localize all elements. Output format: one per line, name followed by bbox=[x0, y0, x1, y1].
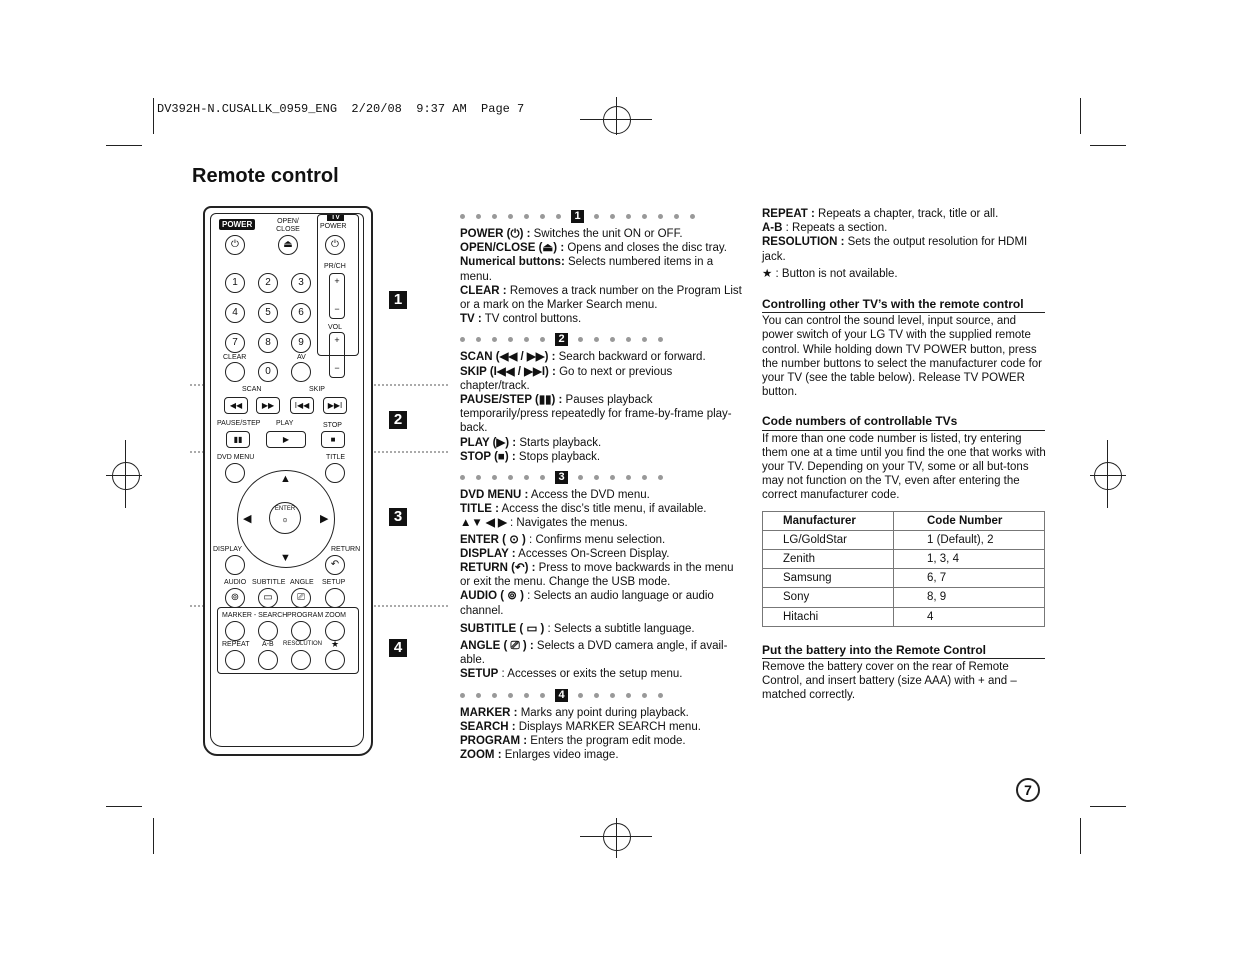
remote-label-setup: SETUP bbox=[322, 579, 346, 586]
dots-right bbox=[578, 693, 663, 698]
paragraph-other-tv: You can control the sound level, input source, and power switch of your LG TV with the supplied remote control. While holding down TV POWER button, press the number buttons to select the manufacturer code for your TV (see the table below). Release TV POWER button. bbox=[762, 315, 1042, 399]
remote-label-title: TITLE bbox=[326, 454, 346, 461]
crop-mark bbox=[1090, 145, 1126, 146]
remote-label-vol: VOL bbox=[328, 324, 343, 331]
table-row: LG/GoldStar 1 (Default), 2 bbox=[763, 530, 1045, 549]
remote-label-stop: STOP bbox=[323, 422, 342, 429]
page-number: 7 bbox=[1016, 778, 1040, 802]
desc-item: DISPLAY : Accesses On-Screen Display. bbox=[460, 547, 670, 560]
crop-mark bbox=[125, 440, 126, 508]
power-button[interactable]: ⏻ bbox=[225, 235, 245, 255]
skip-back-button[interactable]: I◀◀ bbox=[290, 397, 314, 414]
table-row: Zenith 1, 3, 4 bbox=[763, 550, 1045, 569]
desc-item: ▲▼ ◀ ▶ : Navigates the menus. bbox=[460, 517, 628, 530]
clear-button[interactable] bbox=[225, 362, 245, 382]
enter-button[interactable]: ENTER ⊙ bbox=[269, 502, 301, 534]
section-marker-1: 1 bbox=[389, 291, 407, 309]
section-marker-2: 2 bbox=[389, 411, 407, 429]
nav-up-icon[interactable]: ▲ bbox=[280, 473, 291, 485]
section-header-2 bbox=[460, 333, 742, 346]
desc-item: ANGLE ( ⎚ ) : Selects a DVD camera angle, if avail-able. bbox=[460, 640, 728, 667]
crop-mark bbox=[153, 818, 154, 854]
dots-left bbox=[460, 693, 545, 698]
desc-item: PROGRAM : Enters the program edit mode. bbox=[460, 735, 686, 748]
audio-button[interactable]: ⊚ bbox=[225, 588, 245, 608]
nav-down-icon[interactable]: ▼ bbox=[280, 552, 291, 564]
remote-label-av: AV bbox=[297, 354, 306, 361]
section-number: 4 bbox=[555, 689, 568, 702]
table-header: Code Number bbox=[894, 511, 1045, 530]
desc-item: ENTER ( ⊙ ) : Confirms menu selection. bbox=[460, 533, 666, 546]
vol-rocker[interactable]: + − bbox=[329, 332, 345, 378]
remote-label-skip: SKIP bbox=[309, 386, 325, 393]
number-button-3[interactable]: 3 bbox=[291, 273, 311, 293]
crop-mark bbox=[1090, 475, 1126, 476]
star-button[interactable] bbox=[325, 650, 345, 670]
subtitle-button[interactable]: ▭ bbox=[258, 588, 278, 608]
remote-label-program: PROGRAM bbox=[287, 612, 324, 619]
desc-item: CLEAR : Removes a track number on the Program List or a mark on the Marker Search menu. bbox=[460, 284, 742, 312]
nav-left-icon[interactable]: ◀ bbox=[243, 513, 252, 525]
remote-illustration bbox=[203, 206, 373, 756]
repeat-button[interactable] bbox=[225, 650, 245, 670]
display-button[interactable] bbox=[225, 555, 245, 575]
desc-item: RETURN (↶) : Press to move backwards in the menu or exit the menu. Change the USB mode. bbox=[460, 562, 734, 589]
remote-label-ab: A-B bbox=[262, 641, 274, 648]
number-button-4[interactable]: 4 bbox=[225, 303, 245, 323]
table-row: Sony 8, 9 bbox=[763, 588, 1045, 607]
dots-right bbox=[594, 214, 695, 219]
remote-label-audio: AUDIO bbox=[224, 579, 247, 586]
skip-forward-button[interactable]: ▶▶I bbox=[323, 397, 347, 414]
ab-button[interactable] bbox=[258, 650, 278, 670]
av-button[interactable] bbox=[291, 362, 311, 382]
dots-right bbox=[578, 475, 663, 480]
open-close-button[interactable]: ⏏ bbox=[278, 235, 298, 255]
remote-label-power: POWER bbox=[219, 219, 255, 230]
remote-label-angle: ANGLE bbox=[290, 579, 314, 586]
registration-mark-icon bbox=[112, 462, 140, 490]
table-row: Hitachi 4 bbox=[763, 607, 1045, 626]
remote-label-marker-search: MARKER - SEARCH bbox=[222, 612, 288, 619]
desc-item: PLAY (▶) : Starts playback. bbox=[460, 436, 602, 449]
dots-left bbox=[460, 475, 545, 480]
registration-mark-icon bbox=[603, 106, 631, 134]
registration-mark-icon bbox=[1094, 462, 1122, 490]
remote-label-pr-ch: PR/CH bbox=[324, 263, 346, 270]
pause-step-button[interactable]: ▮▮ bbox=[226, 431, 250, 448]
heading-battery: Put the battery into the Remote Control bbox=[762, 643, 1045, 659]
angle-button[interactable]: ⎚ bbox=[291, 588, 311, 608]
pr-ch-rocker[interactable]: + − bbox=[329, 273, 345, 319]
number-button-8[interactable]: 8 bbox=[258, 333, 278, 353]
desc-item: A-B : Repeats a section. bbox=[762, 222, 888, 235]
paragraph-battery: Remove the battery cover on the rear of Remote Control, and insert battery (size AAA) with + and – matched correctly. bbox=[762, 661, 1017, 702]
zoom-button[interactable] bbox=[325, 621, 345, 641]
desc-item: ZOOM : Enlarges video image. bbox=[460, 749, 619, 762]
remote-label-dvd-menu: DVD MENU bbox=[217, 454, 255, 461]
number-button-0[interactable]: 0 bbox=[258, 362, 278, 382]
desc-item: SUBTITLE ( ▭ ) : Selects a subtitle language. bbox=[460, 622, 695, 635]
nav-right-icon[interactable]: ▶ bbox=[320, 513, 329, 525]
column-button-descriptions bbox=[460, 208, 742, 763]
desc-item: AUDIO ( ⊚ ) : Selects an audio language or audio channel. bbox=[460, 590, 714, 617]
scan-back-button[interactable]: ◀◀ bbox=[224, 397, 248, 414]
return-button[interactable]: ↶ bbox=[325, 555, 345, 575]
search-button[interactable] bbox=[258, 621, 278, 641]
remote-label-enter: ENTER bbox=[274, 506, 296, 512]
section-number: 2 bbox=[555, 333, 568, 346]
desc-item: PAUSE/STEP (▮▮) : Pauses playback temporarily/press repeatedly for frame-by-frame play-back. bbox=[460, 394, 732, 435]
dvd-menu-button[interactable] bbox=[225, 463, 245, 483]
dots-left bbox=[460, 214, 561, 219]
remote-label-open-close: OPEN/ CLOSE bbox=[276, 218, 300, 233]
crop-mark bbox=[616, 818, 617, 858]
remote-label-return: RETURN bbox=[331, 546, 361, 553]
crop-mark bbox=[1080, 98, 1081, 134]
crop-mark bbox=[1090, 806, 1126, 807]
desc-item: DVD MENU : Access the DVD menu. bbox=[460, 489, 650, 502]
registration-mark-icon bbox=[603, 823, 631, 851]
number-button-2[interactable]: 2 bbox=[258, 273, 278, 293]
crop-mark bbox=[106, 475, 142, 476]
desc-item: STOP (■) : Stops playback. bbox=[460, 450, 601, 463]
paragraph-code-numbers: If more than one code number is listed, try entering them one at a time until you find the one that works with your TV. Depending on your TV, some or all but-tons may not function on the TV, even after entering the correct manufacturer code. bbox=[762, 432, 1046, 502]
crop-mark bbox=[616, 97, 617, 135]
title-button[interactable] bbox=[325, 463, 345, 483]
stop-button[interactable]: ■ bbox=[321, 431, 345, 448]
section-number: 3 bbox=[555, 471, 568, 484]
dots-right bbox=[578, 337, 663, 342]
desc-item: SETUP : Accesses or exits the setup menu. bbox=[460, 668, 683, 681]
table-header-row bbox=[763, 511, 1045, 530]
crop-mark bbox=[1080, 818, 1081, 854]
section-header-4 bbox=[460, 689, 742, 702]
crop-mark bbox=[106, 806, 142, 807]
remote-label-tv-power: POWER bbox=[320, 223, 347, 230]
crop-mark bbox=[153, 98, 154, 134]
remote-label-star: ★ bbox=[331, 639, 340, 649]
remote-label-clear: CLEAR bbox=[223, 354, 247, 361]
scan-forward-button[interactable]: ▶▶ bbox=[256, 397, 280, 414]
program-button[interactable] bbox=[291, 621, 311, 641]
resolution-button[interactable] bbox=[291, 650, 311, 670]
remote-label-scan: SCAN bbox=[242, 386, 262, 393]
remote-label-zoom: ZOOM bbox=[325, 612, 346, 619]
desc-item: Numerical buttons: Selects numbered items in a menu. bbox=[460, 256, 714, 283]
heading-code-numbers: Code numbers of controllable TVs bbox=[762, 414, 1045, 430]
code-table bbox=[762, 511, 1045, 627]
section-marker-4: 4 bbox=[389, 639, 407, 657]
section-marker-3: 3 bbox=[389, 508, 407, 526]
print-slug: DV392H-N.CUSALLK_0959_ENG 2/20/08 9:37 AM Page 7 bbox=[157, 102, 525, 116]
crop-mark bbox=[1107, 440, 1108, 508]
remote-label-display: DISPLAY bbox=[213, 546, 243, 553]
remote-label-resolution: RESOLUTION bbox=[283, 641, 323, 647]
remote-label-subtitle: SUBTITLE bbox=[252, 579, 286, 586]
marker-button[interactable] bbox=[225, 621, 245, 641]
desc-item: POWER (⏻) : Switches the unit ON or OFF. bbox=[460, 228, 683, 240]
desc-item: MARKER : Marks any point during playback. bbox=[460, 706, 689, 719]
section-header-1 bbox=[460, 210, 742, 223]
desc-item: SCAN (◀◀ / ▶▶) : Search backward or forward. bbox=[460, 351, 706, 364]
remote-label-play: PLAY bbox=[276, 420, 294, 427]
desc-item: TV : TV control buttons. bbox=[460, 313, 582, 326]
tv-power-button[interactable]: ⏻ bbox=[325, 235, 345, 255]
number-button-5[interactable]: 5 bbox=[258, 303, 278, 323]
desc-item: RESOLUTION : Sets the output resolution for HDMI jack. bbox=[762, 236, 1028, 263]
desc-item: REPEAT : Repeats a chapter, track, title or all. bbox=[762, 208, 999, 220]
table-header: Manufacturer bbox=[763, 511, 894, 530]
section-number: 1 bbox=[571, 210, 584, 223]
star-note: ★ : Button is not available. bbox=[762, 267, 898, 280]
number-button-1[interactable]: 1 bbox=[225, 273, 245, 293]
desc-item: OPEN/CLOSE (⏏) : Opens and closes the disc tray. bbox=[460, 242, 727, 255]
dots-left bbox=[460, 337, 545, 342]
remote-label-pause-step: PAUSE/STEP bbox=[217, 420, 261, 427]
desc-item: SEARCH : Displays MARKER SEARCH menu. bbox=[460, 720, 701, 733]
heading-other-tv: Controlling other TV’s with the remote control bbox=[762, 297, 1045, 313]
crop-mark bbox=[106, 145, 142, 146]
desc-item: TITLE : Access the disc’s title menu, if available. bbox=[460, 503, 707, 516]
remote-label-repeat: REPEAT bbox=[222, 641, 250, 648]
page-title: Remote control bbox=[192, 165, 339, 187]
setup-button[interactable] bbox=[325, 588, 345, 608]
column-tv-control bbox=[762, 207, 1052, 703]
desc-item: SKIP (I◀◀ / ▶▶I) : Go to next or previous chapter/track. bbox=[460, 365, 673, 392]
section-header-3 bbox=[460, 471, 742, 484]
remote-label-tv: TV bbox=[327, 214, 344, 221]
play-button[interactable]: ▶ bbox=[266, 431, 306, 448]
number-button-7[interactable]: 7 bbox=[225, 333, 245, 353]
number-button-9[interactable]: 9 bbox=[291, 333, 311, 353]
table-row: Samsung 6, 7 bbox=[763, 569, 1045, 588]
number-button-6[interactable]: 6 bbox=[291, 303, 311, 323]
